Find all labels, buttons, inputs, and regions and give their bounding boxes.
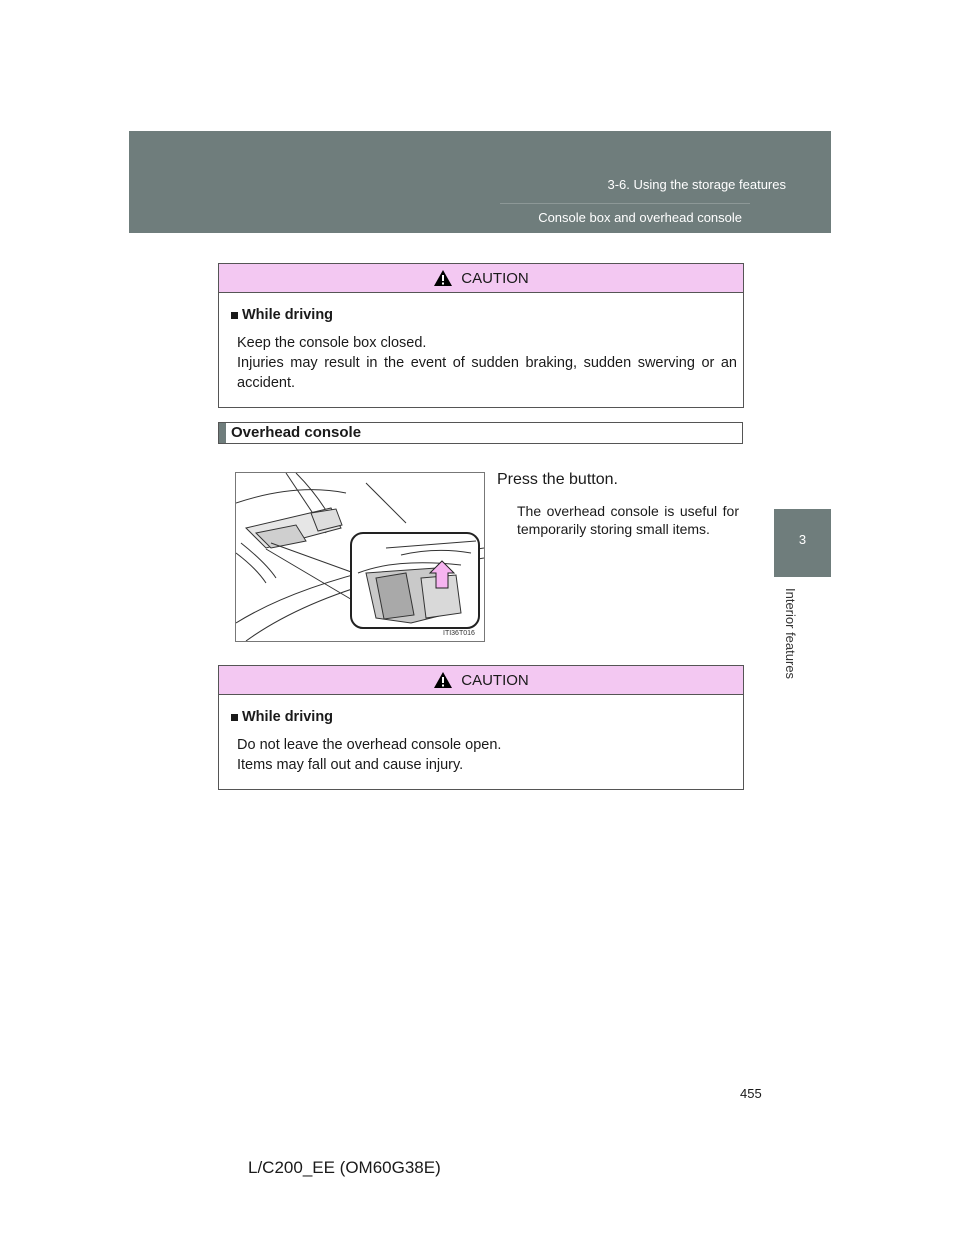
caution-bullet: [231, 305, 743, 325]
subsection-title: Console box and overhead console: [538, 210, 742, 225]
caution-line: Keep the console box closed.: [237, 335, 427, 351]
warning-icon: [433, 269, 453, 287]
chapter-number: 3: [798, 532, 807, 547]
page-number: 455: [740, 1086, 762, 1101]
caution-line: Injuries may result in the event of sudden braking, sudden swerving or an accident.: [237, 355, 737, 391]
caution-bullet: [231, 707, 743, 727]
instruction-step: Press the button.: [497, 471, 618, 488]
figure-code: ITI36T016: [443, 630, 475, 637]
caution-title: CAUTION: [461, 269, 529, 287]
caution-header: [219, 264, 743, 293]
caution-header: [219, 666, 743, 695]
warning-icon: [433, 671, 453, 689]
caution-line: Do not leave the overhead console open.: [237, 737, 502, 753]
caution-title: CAUTION: [461, 671, 529, 689]
bullet-square-icon: [231, 714, 238, 721]
caution-bullet-label: While driving: [242, 709, 334, 725]
caution-bullet-label: While driving: [242, 307, 334, 323]
section-title: 3-6. Using the storage features: [607, 177, 786, 192]
overhead-console-illustration: [235, 472, 485, 642]
caution-box-console: [218, 263, 744, 408]
document-code: L/C200_EE (OM60G38E): [248, 1158, 441, 1177]
overhead-console-drawing: [236, 473, 484, 641]
section-heading-text: Overhead console: [231, 424, 362, 441]
section-heading: [218, 422, 743, 444]
instruction-description: The overhead console is useful for temporarily storing small items.: [517, 503, 739, 537]
bullet-square-icon: [231, 312, 238, 319]
subsection-divider: [500, 203, 750, 204]
heading-marker: [219, 423, 226, 443]
caution-line: Items may fall out and cause injury.: [237, 757, 464, 773]
caution-box-overhead: [218, 665, 744, 790]
chapter-label: Interior features: [783, 588, 798, 680]
